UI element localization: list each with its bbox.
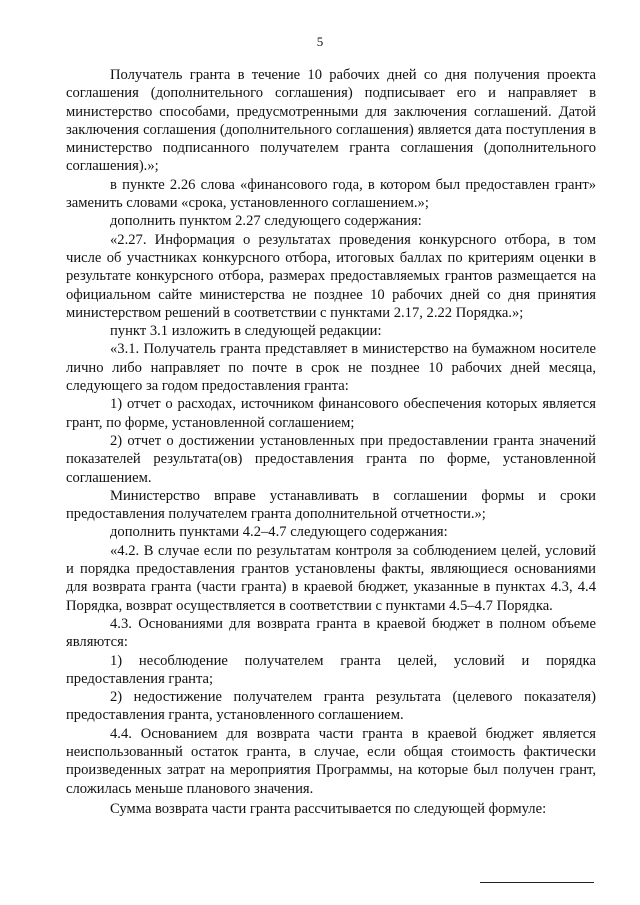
document-body bbox=[66, 66, 596, 818]
page-number: 5 bbox=[316, 34, 324, 49]
paragraph: Получатель гранта в течение 10 рабочих дней со дня получения проекта соглашения (дополнительного соглашения) подписывает его и направляет в министерство способами, предусмотренными для заключения соглашений. Датой заключения соглашения (дополнительного соглашения) является дата поступления в министерство подписанного получателем гранта соглашения (дополнительного соглашения).»; bbox=[66, 67, 596, 175]
paragraph: дополнить пунктами 4.2–4.7 следующего содержания: bbox=[110, 524, 448, 541]
paragraph: «4.2. В случае если по результатам контроля за соблюдением целей, условий и порядка предоставления грантов установлены факты, являющиеся основаниями для возврата гранта (части гранта) в краевой бюджет, указанные в пунктах 4.3, 4.4 Порядка, возврат осуществляется в соответствии с пунктами 4.5–4.7 Порядка. bbox=[66, 542, 596, 614]
paragraph: 1) отчет о расходах, источником финансового обеспечения которых является грант, по форме, установленной соглашением; bbox=[66, 396, 596, 431]
paragraph: дополнить пунктом 2.27 следующего содержания: bbox=[110, 213, 422, 230]
paragraph: 2) отчет о достижении установленных при предоставлении гранта значений показателей результата(ов) предоставления гранта по форме, установленной соглашением. bbox=[66, 432, 596, 486]
paragraph: 4.4. Основанием для возврата части гранта в краевой бюджет является неиспользованный остаток гранта, в случае, если общая стоимость фактически произведенных затрат на мероприятия Программы, на которые был получен грант, сложилась меньше планового значения. bbox=[66, 725, 596, 797]
footer-line bbox=[480, 882, 594, 883]
paragraph: Сумма возврата части гранта рассчитывается по следующей формуле: bbox=[110, 800, 547, 817]
paragraph: Министерство вправе устанавливать в соглашении формы и сроки предоставления получателем гранта дополнительной отчетности.»; bbox=[66, 487, 596, 523]
paragraph: пункт 3.1 изложить в следующей редакции: bbox=[110, 323, 382, 340]
paragraph: «3.1. Получатель гранта представляет в министерство на бумажном носителе лично либо направляет по почте в срок не позднее 10 рабочих дней месяца, следующего за годом предоставления гранта: bbox=[66, 341, 596, 395]
paragraph: в пункте 2.26 слова «финансового года, в котором был предоставлен грант» заменить словами «срока, установленного соглашением.»; bbox=[66, 176, 596, 212]
paragraph: 4.3. Основаниями для возврата гранта в краевой бюджет в полном объеме являются: bbox=[66, 615, 596, 651]
paragraph: «2.27. Информация о результатах проведения конкурсного отбора, в том числе об участниках конкурсного отбора, итоговых баллах по критериям оценки в результате конкурсного отбора, размерах предоставляемых грантов размещается на официальном сайте министерства не позднее 10 рабочих дней со дня принятия министерством решений в соответствии с пунктами 2.17, 2.22 Порядка.»; bbox=[66, 231, 596, 321]
paragraph: 1) несоблюдение получателем гранта целей, условий и порядка предоставления гранта; bbox=[66, 652, 596, 687]
paragraph: 2) недостижение получателем гранта результата (целевого показателя) предоставления гранта, установленного соглашением. bbox=[66, 689, 596, 724]
